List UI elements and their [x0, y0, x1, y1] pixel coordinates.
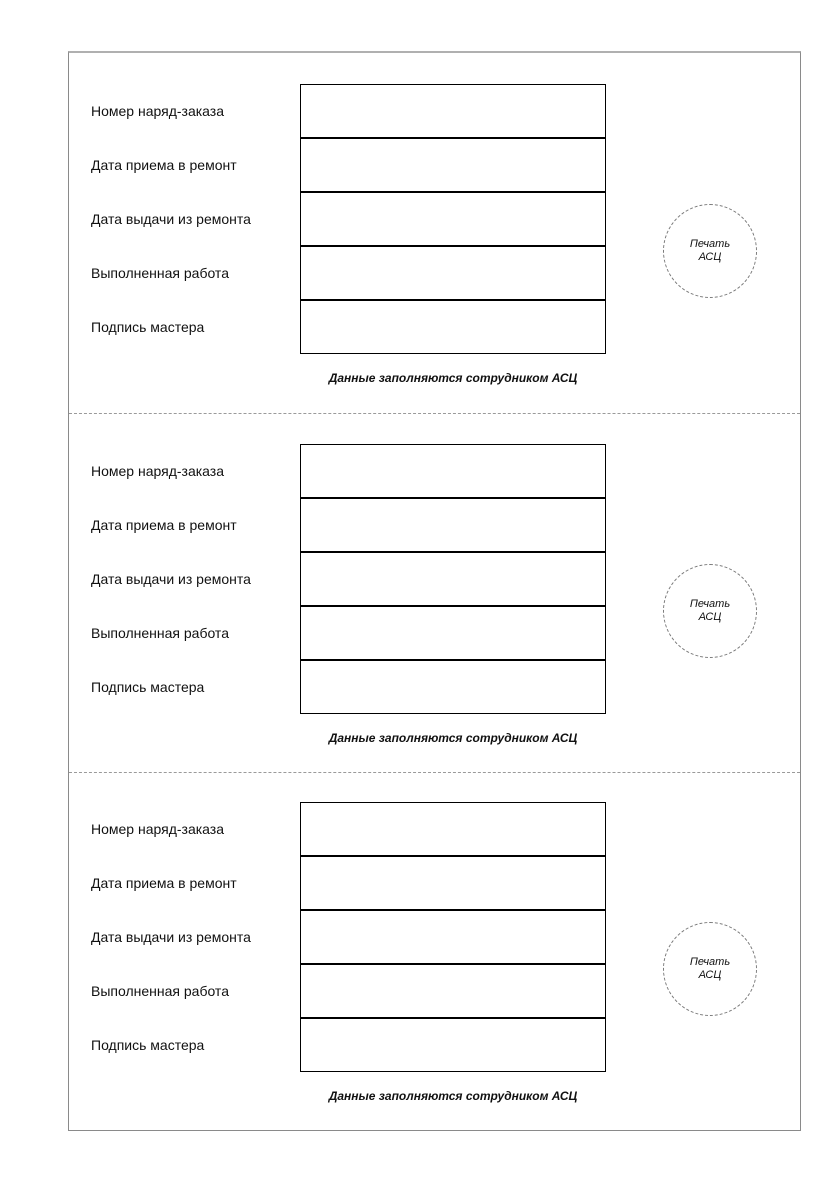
field-work-performed[interactable] [300, 246, 606, 300]
field-order-number[interactable] [300, 84, 606, 138]
row-date-received [69, 498, 800, 552]
stamp-text-line1: Печать [689, 598, 731, 610]
service-coupon-form [68, 51, 801, 1131]
field-work-performed[interactable] [300, 606, 606, 660]
label-order-number: Номер наряд-заказа [91, 103, 225, 119]
field-date-received[interactable] [300, 138, 606, 192]
label-order-number: Номер наряд-заказа [91, 821, 225, 837]
row-order-number [69, 802, 800, 856]
label-date-returned: Дата выдачи из ремонта [91, 211, 251, 227]
cut-line-2 [69, 772, 800, 773]
stamp-text-line1: Печать [689, 238, 731, 250]
repair-record-section-1 [69, 84, 800, 443]
stamp-text-line2: АСЦ [698, 611, 722, 623]
cut-line-1 [69, 413, 800, 414]
label-work-performed: Выполненная работа [91, 625, 229, 641]
stamp-placeholder [663, 204, 757, 298]
field-order-number[interactable] [300, 802, 606, 856]
row-date-received [69, 138, 800, 192]
label-work-performed: Выполненная работа [91, 983, 229, 999]
field-date-returned[interactable] [300, 552, 606, 606]
stamp-placeholder [663, 564, 757, 658]
field-work-performed[interactable] [300, 964, 606, 1018]
filled-by-staff-note: Данные заполняются сотрудником АСЦ [328, 731, 578, 745]
label-date-received: Дата приема в ремонт [91, 875, 237, 891]
field-technician-signature[interactable] [300, 300, 606, 354]
label-date-returned: Дата выдачи из ремонта [91, 929, 251, 945]
filled-by-staff-note: Данные заполняются сотрудником АСЦ [328, 1089, 578, 1103]
field-technician-signature[interactable] [300, 1018, 606, 1072]
label-date-received: Дата приема в ремонт [91, 517, 237, 533]
label-technician-signature: Подпись мастера [91, 1037, 205, 1053]
label-date-returned: Дата выдачи из ремонта [91, 571, 251, 587]
repair-record-section-3 [69, 802, 800, 1161]
row-technician-signature [69, 300, 800, 354]
row-order-number [69, 444, 800, 498]
row-date-received [69, 856, 800, 910]
field-order-number[interactable] [300, 444, 606, 498]
field-technician-signature[interactable] [300, 660, 606, 714]
label-order-number: Номер наряд-заказа [91, 463, 225, 479]
field-date-received[interactable] [300, 856, 606, 910]
row-technician-signature [69, 1018, 800, 1072]
field-date-returned[interactable] [300, 910, 606, 964]
label-date-received: Дата приема в ремонт [91, 157, 237, 173]
label-work-performed: Выполненная работа [91, 265, 229, 281]
label-technician-signature: Подпись мастера [91, 319, 205, 335]
stamp-text-line2: АСЦ [698, 251, 722, 263]
stamp-text-line1: Печать [689, 956, 731, 968]
repair-record-section-2 [69, 444, 800, 803]
field-date-received[interactable] [300, 498, 606, 552]
row-order-number [69, 84, 800, 138]
stamp-text-line2: АСЦ [698, 969, 722, 981]
label-technician-signature: Подпись мастера [91, 679, 205, 695]
row-technician-signature [69, 660, 800, 714]
field-date-returned[interactable] [300, 192, 606, 246]
stamp-placeholder [663, 922, 757, 1016]
filled-by-staff-note: Данные заполняются сотрудником АСЦ [328, 371, 578, 385]
